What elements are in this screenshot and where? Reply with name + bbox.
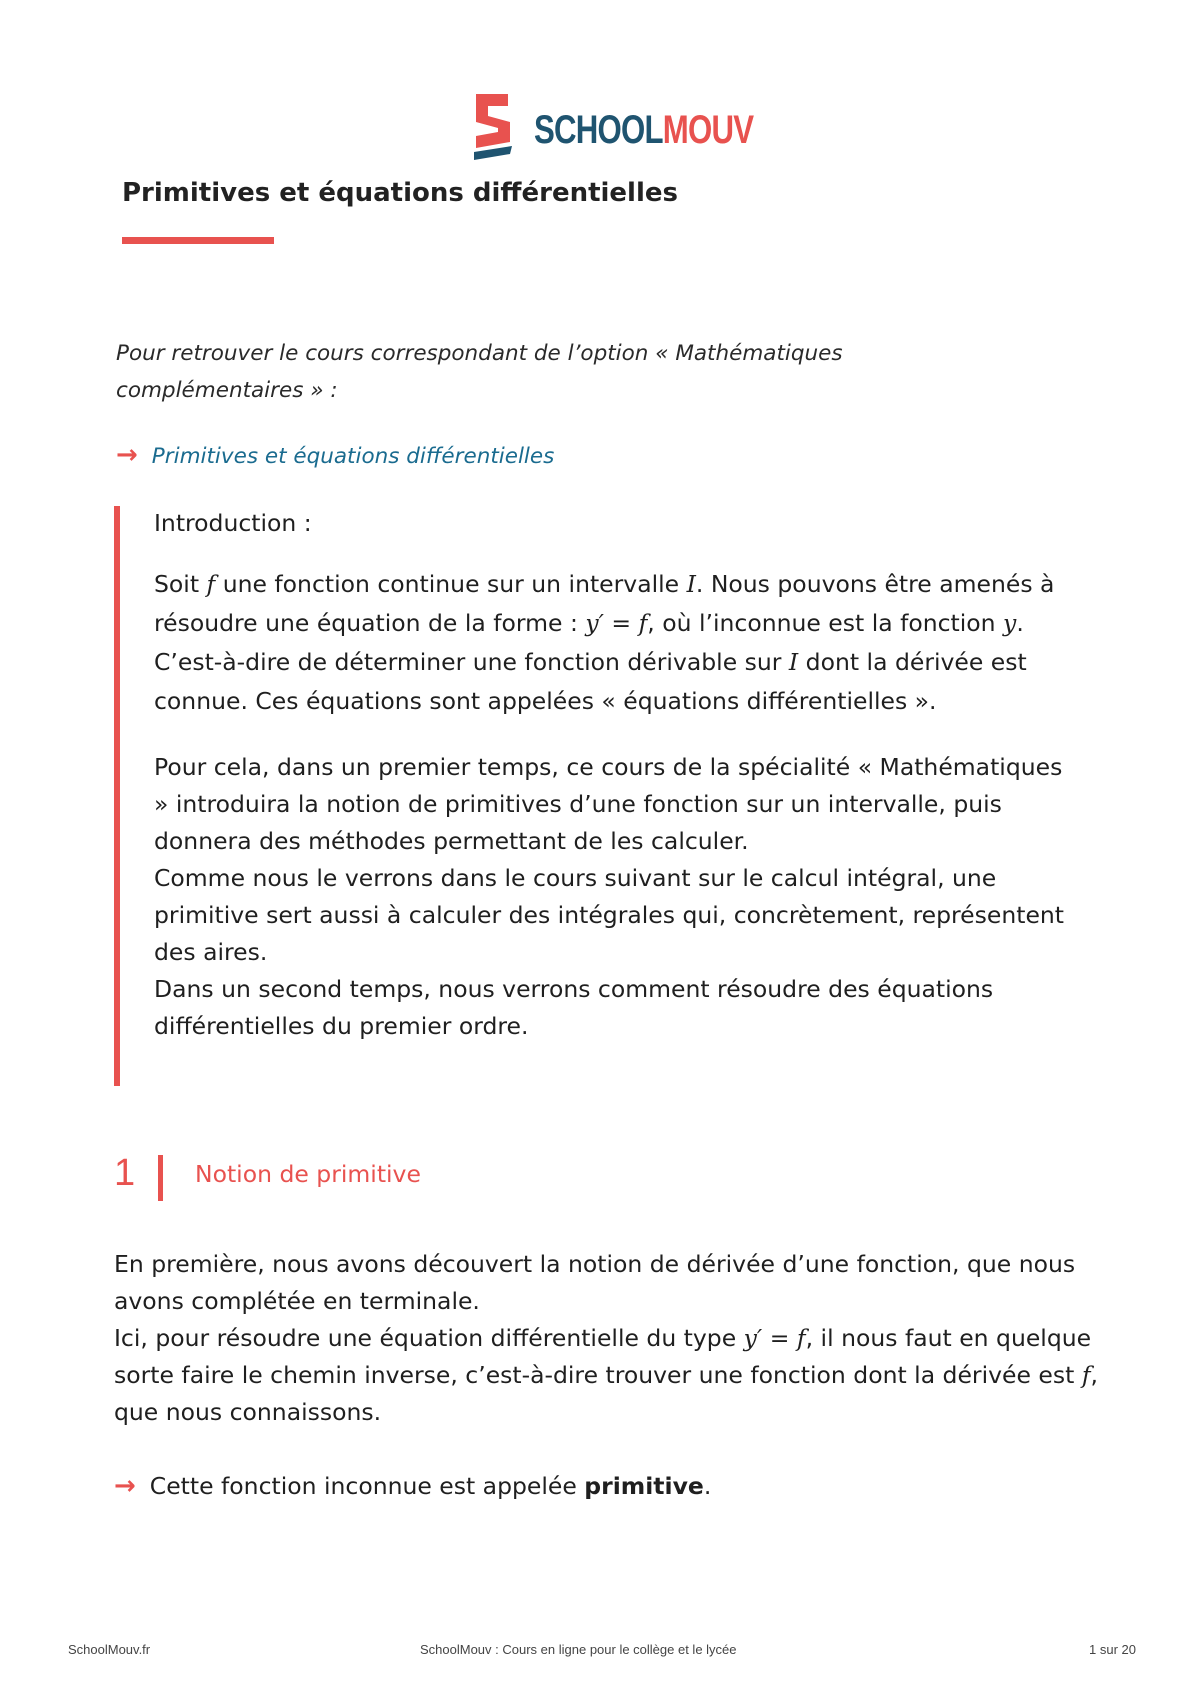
- body-paragraph-2: Ici, pour résoudre une équation différentielle du type y′ = f, il nous faut en quelque sorte faire le chemin inverse, c’est-à-dire trouver une fonction dont la dérivée est f, que nous connaissons.: [114, 1324, 1098, 1426]
- title-underline: [122, 237, 274, 244]
- course-option-note: Pour retrouver le cours correspondant de l’option « Mathématiques complémentaires » :: [116, 341, 843, 403]
- arrow-right-icon: →: [116, 440, 138, 470]
- logo-wordmark: SCHOOLMOUV: [534, 108, 754, 152]
- body-paragraph-1: En première, nous avons découvert la notion de dérivée d’une fonction, que nous avons complétée en terminale.: [114, 1250, 1076, 1315]
- intro-paragraph-2: C’est-à-dire de déterminer une fonction dérivable sur I dont la dérivée est connue. Ces équations sont appelées « équations différentielles ».: [154, 648, 1027, 715]
- intro-paragraph-3: Pour cela, dans un premier temps, ce cours de la spécialité « Mathématiques » introduira la notion de primitives d’une fonction sur un intervalle, puis donnera des méthodes permettant de les calculer.: [154, 753, 1063, 855]
- section-number: 1: [114, 1152, 136, 1194]
- footer-page-number: 1 sur 20: [1089, 1642, 1136, 1657]
- intro-paragraph-4: Comme nous le verrons dans le cours suivant sur le calcul intégral, une primitive sert aussi à calculer des intégrales qui, concrètement, représentent des aires.: [154, 864, 1065, 966]
- related-course-link-row[interactable]: [116, 440, 554, 470]
- introduction-heading: Introduction :: [154, 509, 312, 537]
- section-title: Notion de primitive: [195, 1160, 421, 1188]
- section-divider: [158, 1155, 163, 1201]
- intro-paragraph-5: Dans un second temps, nous verrons comment résoudre des équations différentielles du premier ordre.: [154, 975, 994, 1040]
- arrow-right-icon: →: [114, 1471, 136, 1501]
- intro-paragraph-1: Soit f une fonction continue sur un intervalle I. Nous pouvons être amenés à résoudre une équation de la forme : y′ = f, où l’inconnue est la fonction y.: [154, 570, 1055, 637]
- footer-site: SchoolMouv.fr: [68, 1642, 151, 1657]
- key-term: primitive: [584, 1472, 704, 1500]
- document-title: Primitives et équations différentielles: [122, 178, 678, 208]
- schoolmouv-s-icon: [466, 88, 526, 168]
- related-course-link[interactable]: Primitives et équations différentielles: [151, 444, 555, 469]
- footer-tagline: SchoolMouv : Cours en ligne pour le collège et le lycée: [420, 1642, 737, 1657]
- section-body: [114, 1246, 1104, 1431]
- schoolmouv-logo: [466, 88, 754, 168]
- key-point: → Cette fonction inconnue est appelée primitive.: [114, 1471, 712, 1501]
- introduction-box: [114, 506, 1080, 1086]
